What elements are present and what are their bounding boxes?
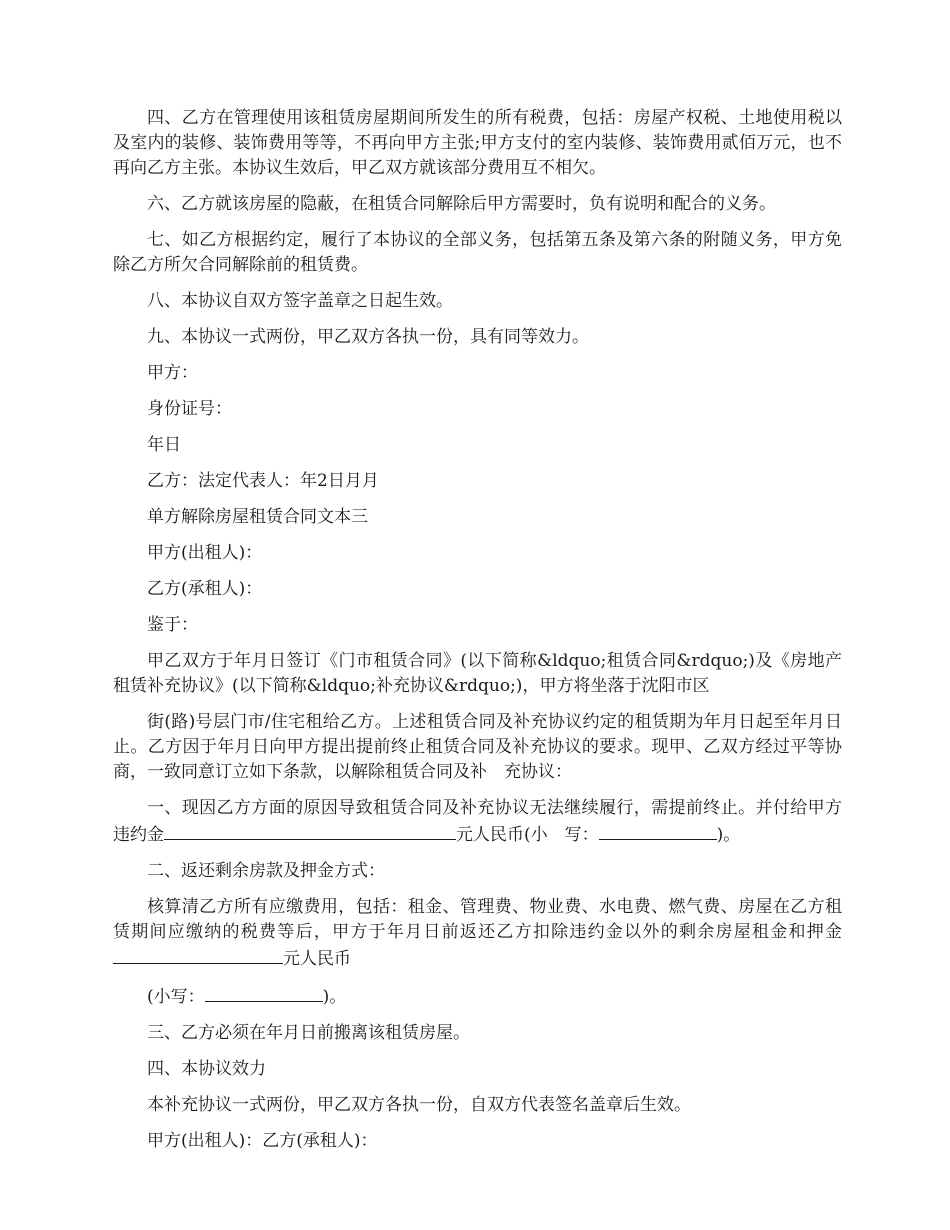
recital-premises: 街(路)号层门市/住宅租给乙方。上述租赁合同及补充协议约定的租赁期为年月日起至年月日止。乙方因于年月日向甲方提出提前终止租赁合同及补充协议的要求。现甲、乙双方经过平等协商，一致同意订立如下条款，以解除租赁合同及补 充协议： (113, 712, 842, 782)
signature-line: 甲方(出租人)：乙方(承租人)： (147, 1131, 378, 1151)
clause-eight-effective: 八、本协议自双方签字盖章之日起生效。 (147, 291, 453, 311)
clause-four-taxes: 四、乙方在管理使用该租赁房屋期间所发生的所有税费，包括：房屋产权税、土地使用税以及室内的装修、装饰费用等等，不再向甲方主张;甲方支付的室内装修、装饰费用贰佰万元，也不再向乙方主张。本协议生效后，甲乙双方就该部分费用互不相欠。 (113, 108, 842, 178)
penalty-amount-words-blank[interactable] (599, 821, 717, 840)
whereas-label: 鉴于： (147, 615, 198, 635)
clause-seven-waiver: 七、如乙方根据约定，履行了本协议的全部义务，包括第五条及第六条的附随义务，甲方免除乙方所欠合同解除前的租赁费。 (113, 230, 842, 275)
section-title-text-three: 单方解除房屋租赁合同文本三 (147, 507, 368, 527)
clause-one-text: 一、现因乙方方面的原因导致租赁合同及补充协议无法继续履行，需提前终止。并付给甲方违约金 (113, 798, 842, 845)
clause-one-currency: 元人民币(小 写： (456, 825, 599, 845)
clause-two-text: 核算清乙方所有应缴费用，包括：租金、管理费、物业费、水电费、燃气费、房屋在乙方租赁期间应缴纳的税费等后，甲方于年月日前返还乙方扣除违约金以外的剩余房屋租金和押金 (113, 897, 842, 942)
refund-amount-blank[interactable] (113, 945, 283, 964)
lowercase-close: )。 (322, 987, 347, 1007)
clause-three-vacate: 三、乙方必须在年月日前搬离该租赁房屋。 (147, 1023, 470, 1043)
clause-one-close: )。 (716, 825, 741, 845)
agreement-copies: 本补充协议一式两份，甲乙双方各执一份，自双方代表签名盖章后生效。 (147, 1095, 691, 1115)
refund-amount-words-blank[interactable] (205, 983, 323, 1002)
clause-six-disclosure: 六、乙方就该房屋的隐蔽，在租赁合同解除后甲方需要时，负有说明和配合的义务。 (147, 194, 776, 214)
lessor-label: 甲方(出租人)： (147, 543, 263, 563)
recital-contracts: 甲乙双方于年月日签订《门市租赁合同》(以下简称&ldquo;租赁合同&rdquo;)及《房地产租赁补充协议》(以下简称&ldquo;补充协议&rdquo;)，甲方将坐落于沈阳市区 (113, 651, 842, 696)
clause-two-currency: 元人民币 (283, 949, 351, 969)
clause-two-lowercase (113, 983, 842, 1010)
clause-two-heading: 二、返还剩余房款及押金方式： (147, 861, 385, 881)
id-number-label: 身份证号： (147, 399, 232, 419)
date-label: 年日 (147, 435, 181, 455)
penalty-amount-blank[interactable] (164, 821, 456, 840)
clause-four-heading: 四、本协议效力 (147, 1059, 266, 1079)
clause-nine-copies: 九、本协议一式两份，甲乙双方各执一份，具有同等效力。 (147, 327, 589, 347)
clause-one-penalty (113, 796, 842, 848)
lowercase-label: (小写： (147, 987, 205, 1007)
party-a-label: 甲方： (147, 363, 198, 383)
lessee-label: 乙方(承租人)： (147, 579, 263, 599)
clause-two-body (113, 895, 842, 972)
party-b-representative: 乙方：法定代表人：年2日月月 (147, 471, 379, 491)
